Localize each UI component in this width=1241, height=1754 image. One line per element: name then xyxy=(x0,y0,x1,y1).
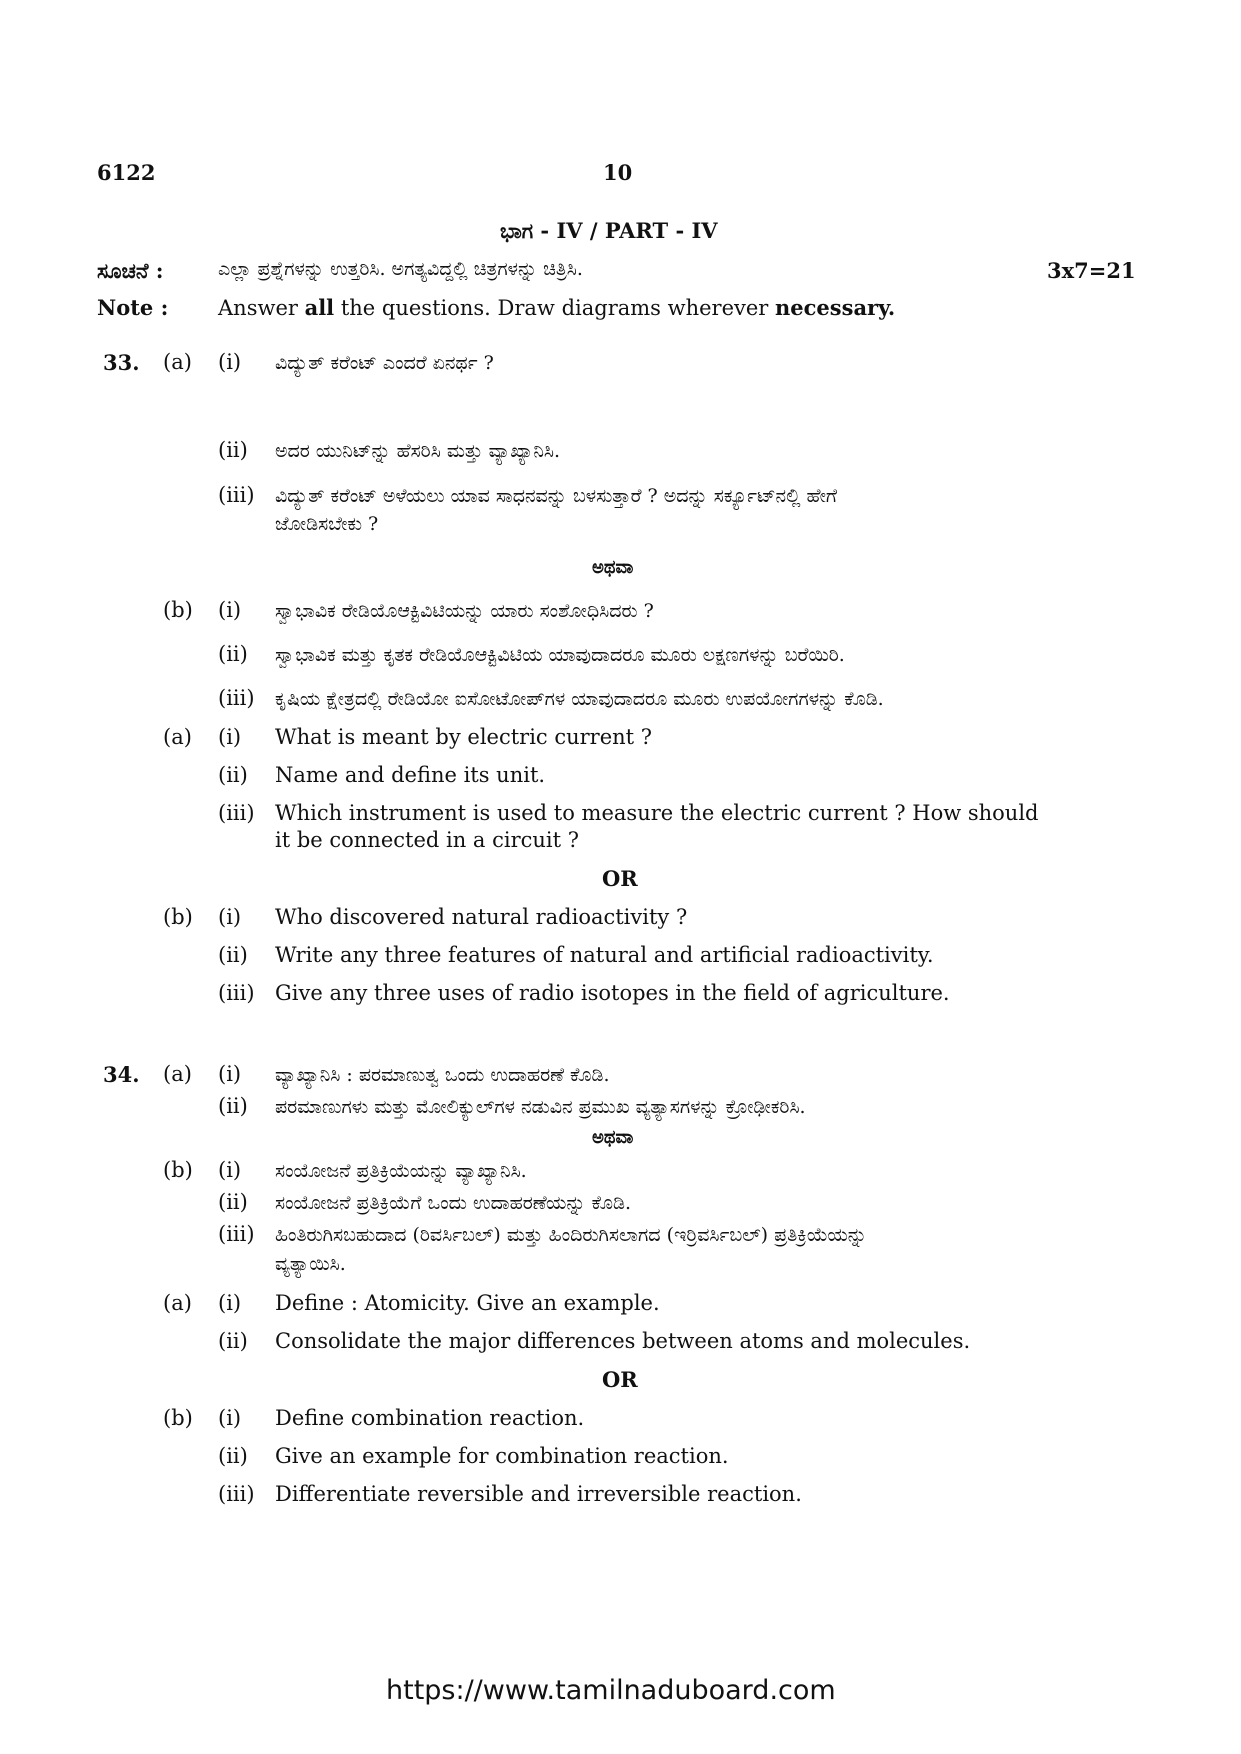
paper-code: 6122 xyxy=(97,160,156,185)
question-text-en: Consolidate the major differences between atoms and molecules. xyxy=(275,1329,971,1353)
question-text-kn-cont: ಜೋಡಿಸಬೇಕು ? xyxy=(275,513,379,535)
or-separator-en: OR xyxy=(602,1367,638,1392)
question-text-kn: ಹಿಂತಿರುಗಿಸಬಹುದಾದ (ರಿವರ್ಸಿಬಲ್) ಮತ್ತು ಹಿಂದಿರುಗಿಸಲಾಗದ (ಇರ್ರಿವರ್ಸಿಬಲ್) ಪ್ರತಿಕ್ರಿಯೆಯನ್ನು xyxy=(275,1224,867,1246)
subpart-label: (a) xyxy=(163,1062,192,1086)
marks: 3x7=21 xyxy=(1047,258,1136,283)
subpart-label: (a) xyxy=(163,1291,192,1315)
subpart-label: (b) xyxy=(163,598,193,622)
item-number: (iii) xyxy=(218,483,255,507)
part-title: ಭಾಗ - IV / PART - IV xyxy=(500,218,718,243)
question-number: 33. xyxy=(103,350,140,375)
item-number: (ii) xyxy=(218,438,248,462)
item-number: (i) xyxy=(218,905,242,929)
question-text-kn: ವ್ಯಾಖ್ಯಾನಿಸಿ : ಪರಮಾಣುತ್ವ ಒಂದು ಉದಾಹರಣೆ ಕೊಡಿ. xyxy=(275,1064,610,1086)
item-number: (i) xyxy=(218,350,242,374)
question-number: 34. xyxy=(103,1062,140,1087)
or-separator-en: OR xyxy=(602,866,638,891)
or-separator-kn: ಅಥವಾ xyxy=(592,1127,634,1148)
item-number: (ii) xyxy=(218,1444,248,1468)
item-number: (ii) xyxy=(218,1190,248,1214)
question-text-kn: ಸ್ವಾಭಾವಿಕ ರೇಡಿಯೊಆಕ್ಟಿವಿಟಿಯನ್ನು ಯಾರು ಸಂಶೋಧಿಸಿದರು ? xyxy=(275,600,654,622)
item-number: (iii) xyxy=(218,1482,255,1506)
subpart-label: (a) xyxy=(163,725,192,749)
question-text-kn: ವಿದ್ಯುತ್ ಕರೆಂಟ್ ಅಳೆಯಲು ಯಾವ ಸಾಧನವನ್ನು ಬಳಸುತ್ತಾರೆ ? ಅದನ್ನು ಸರ್ಕ್ಯೂಟ್‌ನಲ್ಲಿ ಹೇಗೆ xyxy=(275,485,837,507)
question-text-en: Define combination reaction. xyxy=(275,1406,585,1430)
footer-url[interactable]: https://www.tamilnaduboard.com xyxy=(386,1675,836,1706)
item-number: (iii) xyxy=(218,981,255,1005)
question-text-kn: ಸ್ವಾಭಾವಿಕ ಮತ್ತು ಕೃತಕ ರೇಡಿಯೊಆಕ್ಟಿವಿಟಿಯ ಯಾವುದಾದರೂ ಮೂರು ಲಕ್ಷಣಗಳನ್ನು ಬರೆಯಿರಿ. xyxy=(275,644,845,666)
page-number: 10 xyxy=(603,160,633,185)
instruction-kn-text: ಎಲ್ಲಾ ಪ್ರಶ್ನೆಗಳನ್ನು ಉತ್ತರಿಸಿ. ಅಗತ್ಯವಿದ್ದಲ್ಲಿ ಚಿತ್ರಗಳನ್ನು ಚಿತ್ರಿಸಿ. xyxy=(218,258,583,280)
question-text-kn-cont: ವ್ಯತ್ಯಾಯಿಸಿ. xyxy=(275,1253,346,1275)
subpart-label: (a) xyxy=(163,350,192,374)
subpart-label: (b) xyxy=(163,1158,193,1182)
item-number: (ii) xyxy=(218,1329,248,1353)
item-number: (i) xyxy=(218,1291,242,1315)
item-number: (ii) xyxy=(218,943,248,967)
question-text-en: Give an example for combination reaction. xyxy=(275,1444,729,1468)
item-number: (i) xyxy=(218,1158,242,1182)
question-text-en: Who discovered natural radioactivity ? xyxy=(275,905,688,929)
item-number: (i) xyxy=(218,1062,242,1086)
question-text-kn: ವಿದ್ಯುತ್ ಕರೆಂಟ್ ಎಂದರೆ ಏನರ್ಥ ? xyxy=(275,352,494,374)
item-number: (iii) xyxy=(218,1222,255,1246)
question-text-en: Which instrument is used to measure the electric current ? How should xyxy=(275,801,1039,825)
question-text-en: What is meant by electric current ? xyxy=(275,725,653,749)
question-text-en: Give any three uses of radio isotopes in the field of agriculture. xyxy=(275,981,950,1005)
question-text-kn: ಸಂಯೋಜನೆ ಪ್ರತಿಕ್ರಿಯೆಗೆ ಒಂದು ಉದಾಹರಣೆಯನ್ನು ಕೊಡಿ. xyxy=(275,1192,632,1214)
or-separator-kn: ಅಥವಾ xyxy=(592,557,634,578)
item-number: (i) xyxy=(218,1406,242,1430)
item-number: (i) xyxy=(218,725,242,749)
question-text-en: Name and define its unit. xyxy=(275,763,546,787)
question-text-en-cont: it be connected in a circuit ? xyxy=(275,828,580,852)
instruction-kn-label: ಸೂಚನೆ : xyxy=(97,258,164,283)
question-text-kn: ಕೃಷಿಯ ಕ್ಷೇತ್ರದಲ್ಲಿ ರೇಡಿಯೋ ಐಸೋಟೋಪ್‌ಗಳ ಯಾವುದಾದರೂ ಮೂರು ಉಪಯೋಗಗಳನ್ನು ಕೊಡಿ. xyxy=(275,688,884,710)
question-text-kn: ಸಂಯೋಜನೆ ಪ್ರತಿಕ್ರಿಯೆಯನ್ನು ವ್ಯಾಖ್ಯಾನಿಸಿ. xyxy=(275,1160,527,1182)
item-number: (iii) xyxy=(218,801,255,825)
item-number: (ii) xyxy=(218,642,248,666)
instruction-en-text: Answer all the questions. Draw diagrams wherever necessary. xyxy=(218,295,896,320)
question-text-kn: ಪರಮಾಣುಗಳು ಮತ್ತು ಮೋಲಿಕ್ಯುಲ್‌ಗಳ ನಡುವಿನ ಪ್ರಮುಖ ವ್ಯತ್ಯಾಸಗಳನ್ನು ಕ್ರೋಢೀಕರಿಸಿ. xyxy=(275,1096,806,1118)
question-text-en: Differentiate reversible and irreversible reaction. xyxy=(275,1482,802,1506)
item-number: (ii) xyxy=(218,1094,248,1118)
question-text-en: Define : Atomicity. Give an example. xyxy=(275,1291,660,1315)
instruction-en-label: Note : xyxy=(97,295,169,320)
item-number: (iii) xyxy=(218,686,255,710)
question-text-kn: ಅದರ ಯುನಿಟ್‌ನ್ನು ಹೆಸರಿಸಿ ಮತ್ತು ವ್ಯಾಖ್ಯಾನಿಸಿ. xyxy=(275,440,561,462)
question-text-en: Write any three features of natural and artificial radioactivity. xyxy=(275,943,934,967)
subpart-label: (b) xyxy=(163,1406,193,1430)
subpart-label: (b) xyxy=(163,905,193,929)
item-number: (ii) xyxy=(218,763,248,787)
item-number: (i) xyxy=(218,598,242,622)
